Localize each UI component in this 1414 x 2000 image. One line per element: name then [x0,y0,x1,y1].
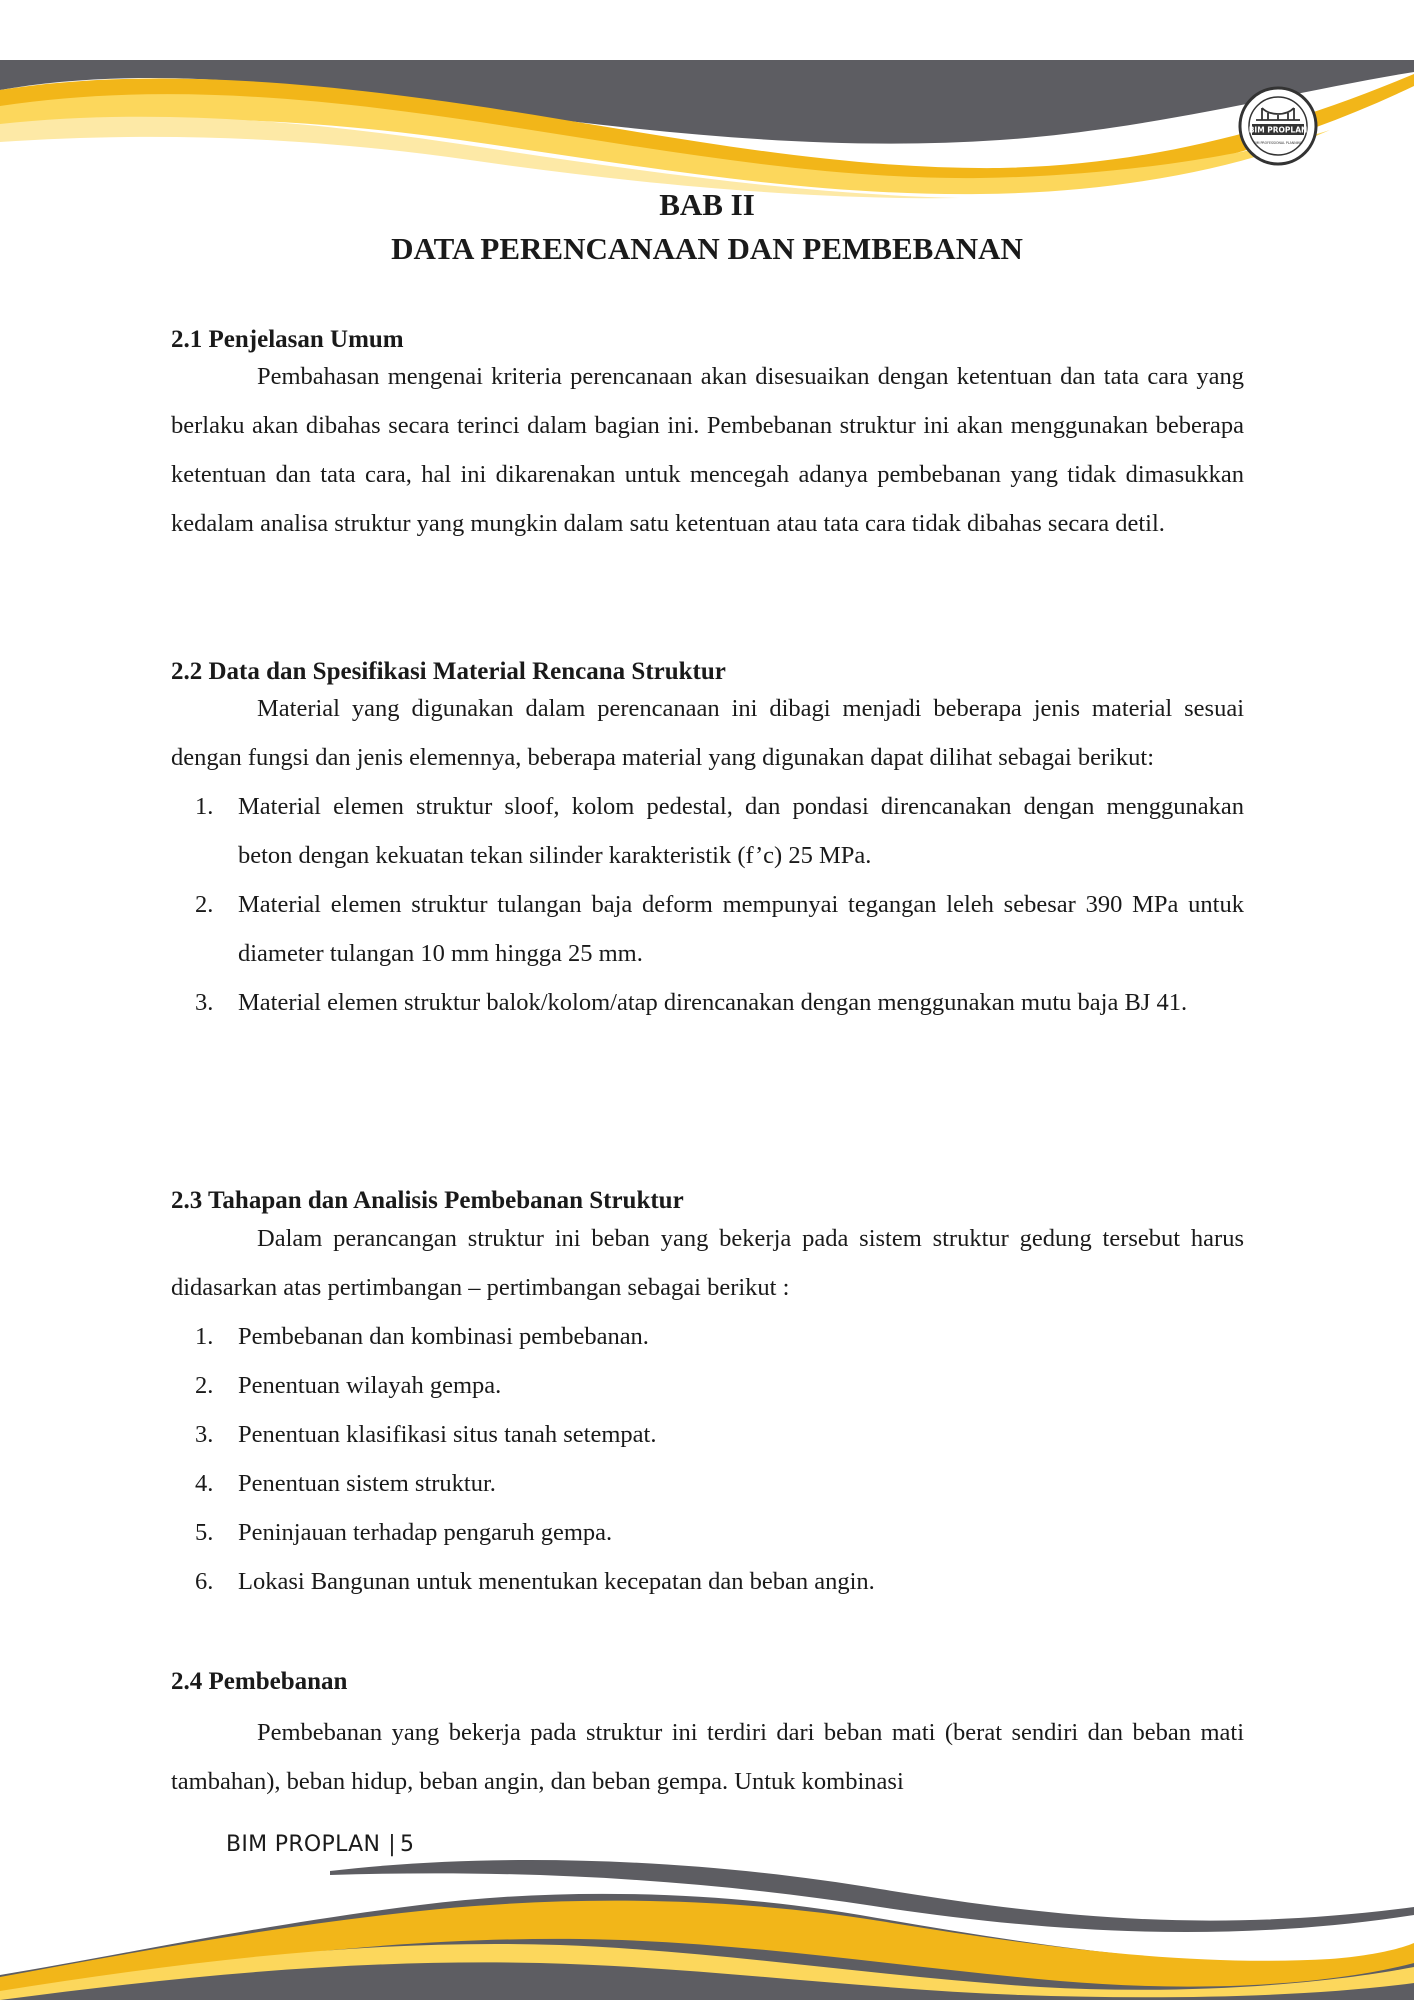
list-number: 6. [195,1568,214,1595]
list-item [171,880,1244,978]
footer-label: BIM PROPLAN [226,1832,381,1857]
list-number: 5. [195,1519,214,1546]
paragraph: Pembahasan mengenai kriteria perencanaan akan disesuaikan dengan ketentuan dan tata cara yang berlaku akan dibahas secara terinci dalam bagian ini. Pembebanan struktur ini akan menggunakan beberapa ketentuan dan tata cara, hal ini dikarenakan untuk mencegah adanya pembebanan yang tidak dimasukkan kedalam analisa struktur yang mungkin dalam satu ketentuan atau tata cara tidak dibahas secara detil. [171,363,1244,537]
section-heading-2-1: 2.1 Penjelasan Umum [171,326,404,353]
paragraph: Pembebanan yang bekerja pada struktur ini terdiri dari beban mati (berat sendiri dan beban mati tambahan), beban hidup, beban angin, dan beban gempa. Untuk kombinasi [171,1719,1244,1795]
list-text: Penentuan wilayah gempa. [238,1372,502,1399]
analysis-list [171,1312,1244,1606]
list-item [171,1557,1244,1606]
section-body-2-2 [171,684,1244,1027]
chapter-number: BAB II [659,187,755,222]
list-number: 1. [195,793,214,820]
page-footer [226,1832,414,1857]
chapter-heading: DATA PERENCANAAN DAN PEMBEBANAN [391,231,1023,266]
list-text: Material elemen struktur tulangan baja deform mempunyai tegangan leleh sebesar 390 MPa untuk diameter tulangan 10 mm hingga 25 mm. [238,891,1244,967]
section-heading-2-2: 2.2 Data dan Spesifikasi Material Rencana Struktur [171,658,726,685]
section-body-2-1 [171,352,1244,548]
list-item [171,1312,1244,1361]
paragraph: Dalam perancangan struktur ini beban yang bekerja pada sistem struktur gedung tersebut harus didasarkan atas pertimbangan – pertimbangan sebagai berikut : [171,1225,1244,1301]
list-number: 3. [195,989,214,1016]
list-item [171,978,1244,1027]
paragraph: Material yang digunakan dalam perencanaan ini dibagi menjadi beberapa jenis material sesuai dengan fungsi dan jenis elemennya, beberapa material yang digunakan dapat dilihat sebagai berikut: [171,695,1244,771]
chapter-title [0,183,1414,271]
list-number: 2. [195,891,214,918]
section-heading-2-3: 2.3 Tahapan dan Analisis Pembebanan Struktur [171,1187,684,1214]
list-text: Material elemen struktur sloof, kolom pedestal, dan pondasi direncanakan dengan menggunakan beton dengan kekuatan tekan silinder karakteristik (f’c) 25 MPa. [238,793,1244,869]
list-number: 2. [195,1372,214,1399]
bim-proplan-logo [1238,86,1318,166]
list-text: Lokasi Bangunan untuk menentukan kecepatan dan beban angin. [238,1568,875,1595]
list-text: Material elemen struktur balok/kolom/atap direncanakan dengan menggunakan mutu baja BJ 41. [238,989,1188,1016]
footer-wave-decoration [0,1855,1414,2000]
page-number: 5 [399,1832,415,1857]
list-item [171,1361,1244,1410]
list-item [171,1410,1244,1459]
material-list [171,782,1244,1027]
list-text: Penentuan sistem struktur. [238,1470,496,1497]
logo-ring-text: BIM PROFESSIONAL PLANNING [1253,141,1303,145]
list-item [171,1459,1244,1508]
list-item [171,782,1244,880]
section-body-2-3 [171,1214,1244,1606]
list-text: Penentuan klasifikasi situs tanah setempat. [238,1421,657,1448]
list-number: 1. [195,1323,214,1350]
list-item [171,1508,1244,1557]
list-text: Pembebanan dan kombinasi pembebanan. [238,1323,649,1350]
footer-separator: | [388,1832,396,1857]
list-text: Peninjauan terhadap pengaruh gempa. [238,1519,613,1546]
section-body-2-4 [171,1708,1244,1806]
list-number: 4. [195,1470,214,1497]
section-heading-2-4: 2.4 Pembebanan [171,1668,348,1695]
logo-text: BIM PROPLAN [1248,125,1308,135]
list-number: 3. [195,1421,214,1448]
header-wave-decoration [0,60,1414,200]
